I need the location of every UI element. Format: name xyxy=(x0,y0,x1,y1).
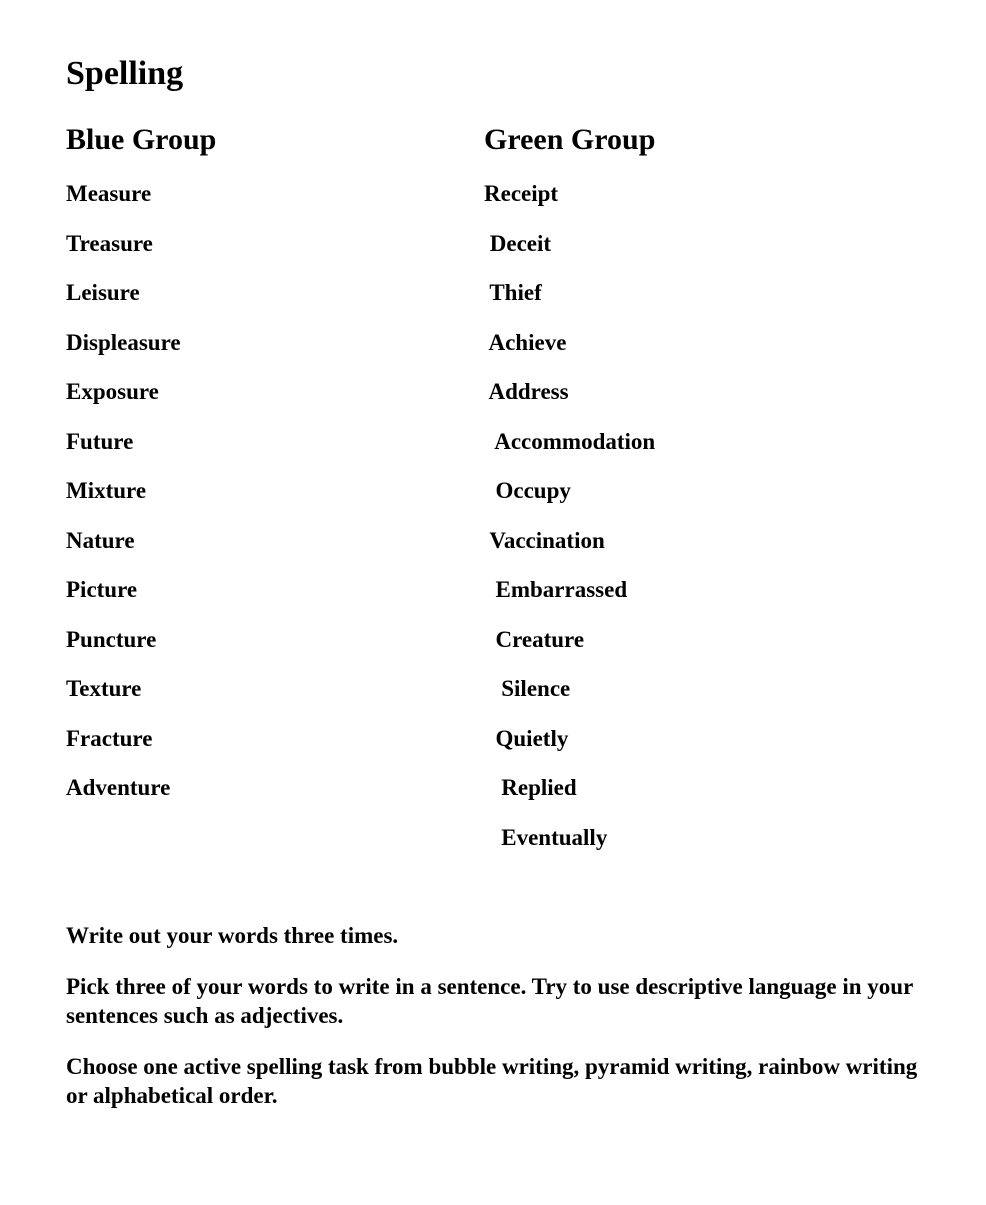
word-item: Replied xyxy=(484,775,577,800)
word-item: Mixture xyxy=(66,478,147,503)
word-item: Receipt xyxy=(484,181,559,206)
blue-group-word-list xyxy=(66,169,484,813)
instruction-paragraph: Pick three of your words to write in a sentence. Try to use descriptive language in your sentences such as adjectives. xyxy=(66,974,913,1028)
word-item: Silence xyxy=(484,676,571,701)
word-item: Occupy xyxy=(484,478,571,503)
word-item: Thief xyxy=(484,280,542,305)
instructions xyxy=(66,921,931,1132)
word-item: Adventure xyxy=(66,775,171,800)
word-item: Fracture xyxy=(66,725,153,751)
blue-group-heading: Blue Group xyxy=(66,123,217,156)
word-item: Achieve xyxy=(484,329,567,355)
word-groups xyxy=(66,121,986,862)
word-item: Eventually xyxy=(484,824,608,850)
word-item: Puncture xyxy=(66,626,157,652)
word-item: Accommodation xyxy=(484,428,656,454)
green-group-column xyxy=(484,121,986,862)
word-item: Creature xyxy=(484,626,585,652)
word-item: Exposure xyxy=(66,379,159,404)
instruction-paragraph: Write out your words three times. xyxy=(66,923,399,948)
blue-group-column xyxy=(66,121,484,813)
page-title: Spelling xyxy=(66,55,184,92)
word-item: Deceit xyxy=(484,230,552,256)
word-item: Future xyxy=(66,428,134,454)
word-item: Nature xyxy=(66,527,135,553)
green-group-word-list xyxy=(484,169,986,862)
word-item: Address xyxy=(484,379,569,404)
instruction-paragraph: Choose one active spelling task from bubble writing, pyramid writing, rainbow writing or alphabetical order. xyxy=(66,1054,918,1108)
word-item: Treasure xyxy=(66,230,153,256)
word-item: Quietly xyxy=(484,725,569,751)
word-item: Vaccination xyxy=(484,527,605,553)
word-item: Measure xyxy=(66,181,152,206)
green-group-heading: Green Group xyxy=(484,123,656,156)
word-item: Displeasure xyxy=(66,329,181,355)
word-item: Texture xyxy=(66,676,142,701)
word-item: Leisure xyxy=(66,280,140,305)
word-item: Picture xyxy=(66,577,138,602)
word-item: Embarrassed xyxy=(484,577,628,602)
